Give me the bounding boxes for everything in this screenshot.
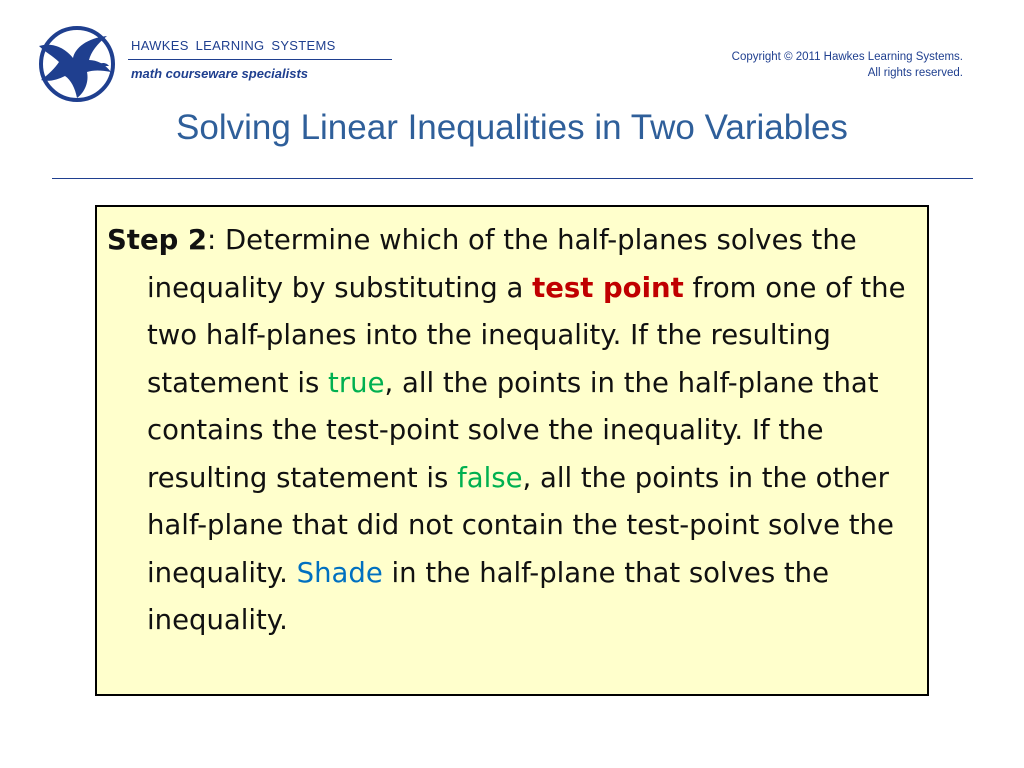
- step-label: Step 2: [107, 224, 207, 256]
- keyword-test-point: test point: [532, 271, 684, 304]
- copyright-line-1: Copyright © 2011 Hawkes Learning Systems.: [731, 51, 963, 63]
- copyright-line-2: All rights reserved.: [867, 67, 963, 79]
- brand-name: HAWKES LEARNING SYSTEMS: [131, 38, 336, 53]
- step-text-segment-5: in the half-plane that solves the inequality.: [147, 556, 830, 636]
- keyword-true: true: [328, 366, 385, 399]
- title-divider: [52, 178, 973, 179]
- step-text-segment-4: , all the points in the other half-plane that did not contain the test-point solve the inequality.: [147, 461, 894, 589]
- slide-title: Solving Linear Inequalities in Two Variables: [176, 108, 848, 147]
- keyword-false: false: [457, 461, 523, 494]
- step-text-segment-1: : Determine which of the half-planes solves the inequality by substituting a: [147, 224, 857, 304]
- brand-tagline: math courseware specialists: [131, 66, 309, 81]
- copyright-notice: [732, 49, 963, 81]
- eagle-icon: [35, 26, 119, 102]
- step-text-segment-2: from one of the two half-planes into the inequality. If the resulting statement is: [147, 271, 906, 399]
- brand-divider: [128, 59, 392, 60]
- step-box: [95, 205, 929, 696]
- step-text-segment-3: , all the points in the half-plane that contains the test-point solve the inequality. If the resulting statement is: [147, 366, 879, 494]
- keyword-shade: Shade: [296, 556, 383, 589]
- step-text: [107, 217, 937, 645]
